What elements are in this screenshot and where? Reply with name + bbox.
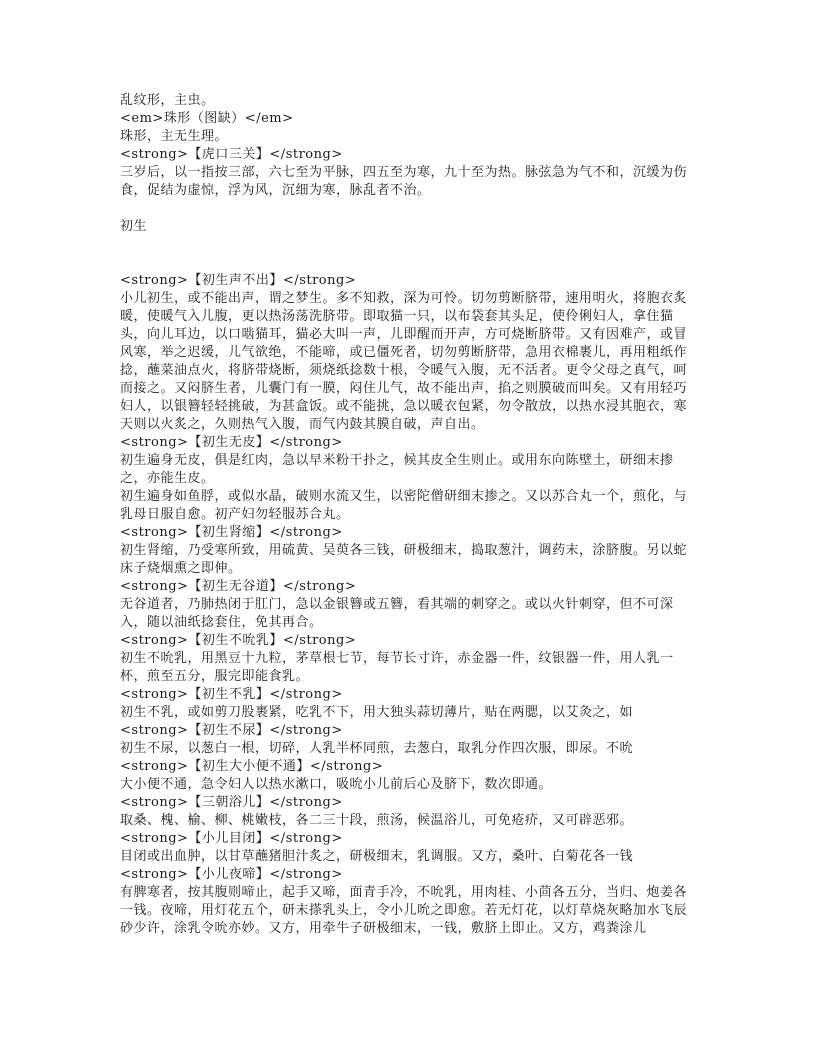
paragraph: 初生不尿，以葱白一根，切碎，人乳半杯同煎，去葱白，取乳分作四次服，即尿。不吮 (120, 741, 634, 756)
paragraph: 取桑、槐、榆、柳、桃嫩枝，各二三十段，煎汤，候温浴儿，可免疮疥，又可辟恶邪。 (120, 813, 634, 828)
paragraph: 初生肾缩，乃受寒所致，用硫黄、吴萸各三钱，研极细末，捣取葱汁，调药末，涂脐腹。另以蛇床子烧烟熏之即伸。 (120, 543, 688, 576)
document-body (120, 92, 700, 938)
chapter-title: 初生 (120, 219, 148, 234)
spacer (120, 236, 700, 272)
paragraph: 初生遍身无皮，俱是红肉，急以早米粉干扑之，候其皮全生则止。或用东向陈壁土，研细末掺之，亦能生皮。 (120, 453, 674, 486)
section-heading-night-crying: <strong>【小儿夜啼】</strong> (120, 867, 343, 882)
paragraph: 三岁后，以一指按三部，六七至为平脉，四五至为寒，九十至为热。脉弦急为气不和，沉缓为伤食，促结为虚惊，浮为风，沉细为寒，脉乱者不治。 (120, 165, 688, 198)
section-heading-third-day-bath: <strong>【三朝浴儿】</strong> (120, 795, 343, 810)
paragraph: 初生不乳，或如剪刀股裹紧，吃乳不下，用大独头蒜切薄片，贴在两腮，以艾灸之，如 (120, 705, 634, 720)
section-heading-kidney-shrink: <strong>【初生肾缩】</strong> (120, 525, 343, 540)
section-heading-no-anus: <strong>【初生无谷道】</strong> (120, 579, 357, 594)
paragraph: 小儿初生，或不能出声，谓之梦生。多不知救，深为可怜。切勿剪断脐带，速用明火，将胞衣炙暖，使暖气入儿腹，更以热汤荡洗脐带。即取猫一只，以布袋套其头足，使伶俐妇人，拿住猫头，向儿耳边，以口啮猫耳，猫必大叫一声，儿即醒而开声，方可烧断脐带。又有因难产，或冒风寒，举之迟缓，儿气欲绝，不能啼，或已僵死者，切勿剪断脐带，急用衣棉裹儿，再用粗纸作捻，蘸菜油点火，将脐带烧断，须烧纸捻数十根，令暖气入腹，无不活者。更令父母之真气，呵而接之。又闷脐生者，儿囊门有一膜，闷住儿气，故不能出声，掐之则膜破而叫矣。又有用轻巧妇人，以银簪轻轻挑破，为甚盒饭。或不能挑，急以暖衣包紧，勿令散放，以热水浸其胞衣，寒天则以火炙之，久则热气入腹，而气内鼓其膜自破，声自出。 (120, 291, 688, 432)
paragraph: 初生不吮乳，用黑豆十九粒，茅草根七节，每节长寸许，赤金器一件，纹银器一件，用人乳一杯，煎至五分，服完即能食乳。 (120, 651, 674, 684)
section-heading-constipation: <strong>【初生大小便不通】</strong> (120, 759, 384, 774)
spacer (120, 200, 700, 218)
em-tag-line: <em>珠形（图缺）</em> (120, 111, 294, 126)
paragraph: 目闭或出血肿，以甘草蘸猪胆汁炙之，研极细末，乳调服。又方，桑叶、白菊花各一钱 (120, 849, 634, 864)
section-heading-no-milk: <strong>【初生不乳】</strong> (120, 687, 343, 702)
section-heading-no-voice: <strong>【初生声不出】</strong> (120, 273, 357, 288)
text-line: 珠形，主无生理。 (120, 129, 229, 144)
text-line: 乱纹形，主虫。 (120, 93, 215, 108)
section-heading-tiger-mouth: <strong>【虎口三关】</strong> (120, 147, 343, 162)
section-heading-no-skin: <strong>【初生无皮】</strong> (120, 435, 343, 450)
paragraph: 有脾寒者，按其腹则啼止，起手又啼，面青手冷，不吮乳，用肉桂、小茴各五分，当归、炮姜各一钱。夜啼，用灯花五个，研末搽乳头上，令小儿吮之即愈。若无灯花，以灯草烧灰略加水飞辰砂少许，涂乳令吮亦妙。又方，用牵牛子研极细末，一钱，敷脐上即止。又方，鸡粪涂儿 (120, 885, 688, 936)
paragraph: 初生遍身如鱼脬，或似水晶，破则水流又生，以密陀僧研细末掺之。又以苏合丸一个，煎化，与乳母日服自愈。初产妇勿轻服苏合丸。 (120, 489, 688, 522)
paragraph: 大小便不通，急令妇人以热水漱口，吸吮小儿前后心及脐下，数次即通。 (120, 777, 553, 792)
section-heading-no-suckle: <strong>【初生不吮乳】</strong> (120, 633, 357, 648)
paragraph: 无谷道者，乃肺热闭于肛门，急以金银簪或五簪，看其端的刺穿之。或以火针刺穿，但不可深入，随以油纸捻套住，免其再合。 (120, 597, 674, 630)
section-heading-eyes-closed: <strong>【小儿目闭】</strong> (120, 831, 343, 846)
section-heading-no-urine: <strong>【初生不尿】</strong> (120, 723, 343, 738)
